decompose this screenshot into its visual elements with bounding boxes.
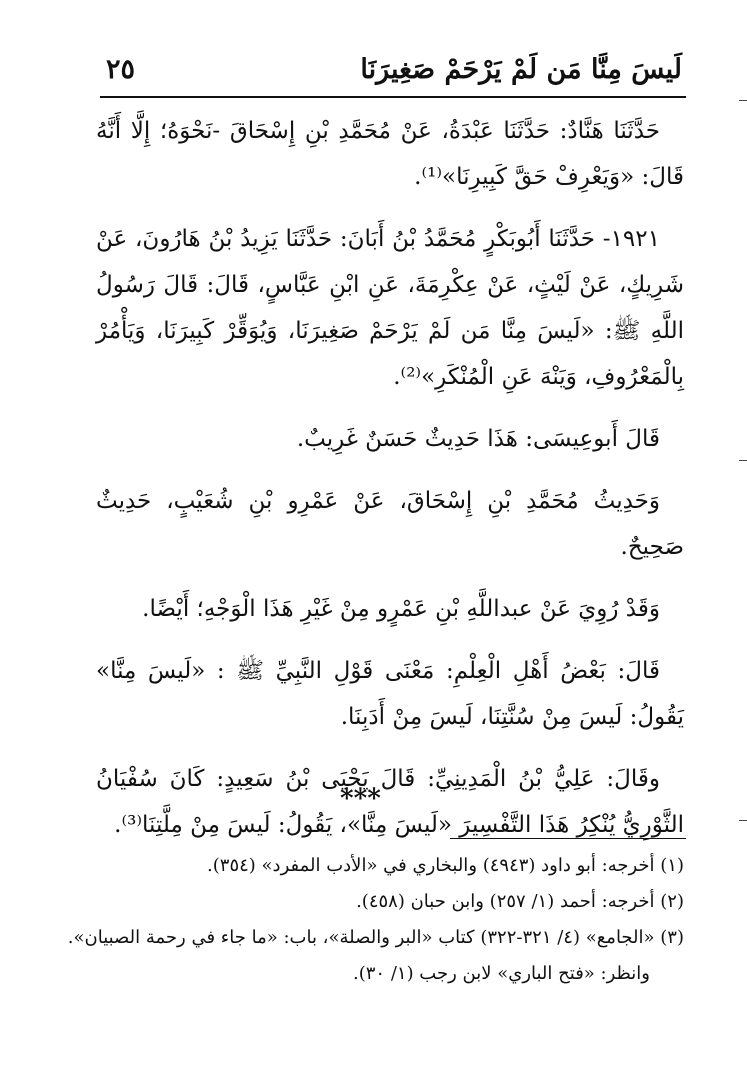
section-separator: *** xyxy=(340,784,381,814)
running-title: لَيسَ مِنَّا مَن لَمْ يَرْحَمْ صَغِيرَنَا xyxy=(360,53,682,85)
footnotes xyxy=(67,848,684,992)
header-rule xyxy=(100,96,686,98)
footnote-3: (٣) «الجامع» (٤/ ٣٢١-٣٢٢) كتاب «البر والصلة»، باب: «ما جاء في رحمة الصبيان». xyxy=(67,927,684,948)
running-header xyxy=(100,44,682,94)
paragraph-7: وقَالَ: عَلِيُّ بْنُ الْمَدِينِيِّ: قَالَ يَحْيَى بْنُ سَعِيدٍ: كَانَ سُفْيَانُ الثَّوْرِيُّ يُنْكِرُ هَذَا التَّفْسِيرَ «لَيسَ مِنَّا»، يَقُولُ: لَيسَ مِنْ مِلَّتِنَا⁽³⁾. xyxy=(96,766,684,838)
footnote-rule xyxy=(450,838,686,839)
paragraph-3: قَالَ أَبوعِيسَى: هَذَا حَدِيثٌ حَسَنٌ غَرِيبٌ. xyxy=(296,426,660,452)
paragraph-6: قَالَ: بَعْضُ أَهْلِ الْعِلْمِ: مَعْنَى قَوْلِ النَّبِيِّ ﷺ : «لَيسَ مِنَّا» يَقُولُ: لَيسَ مِنْ سُنَّتِنَا، لَيسَ مِنْ أَدَبِنَا. xyxy=(96,658,684,730)
edge-mark xyxy=(739,820,747,821)
paragraph-5: وَقَدْ رُوِيَ عَنْ عبداللَّهِ بْنِ عَمْرٍو مِنْ غَيْرِ هَذَا الْوَجْهِ؛ أَيْضًا. xyxy=(142,596,660,622)
edge-mark xyxy=(739,100,747,101)
hadith-1921: ١٩٢١- حَدَّثَنَا أَبُوبَكْرٍ مُحَمَّدُ بْنُ أَبَانَ: حَدَّثَنَا يَزِيدُ بْنُ هَارُونَ، عَنْ شَرِيكٍ، عَنْ لَيْثٍ، عَنْ عِكْرِمَةَ، عَنِ ابْنِ عَبَّاسٍ، قَالَ: قَالَ رَسُولُ اللَّهِ ﷺ: «لَيسَ مِنَّا مَن لَمْ يَرْحَمْ صَغِيرَنَا، وَيُوَقِّرْ كَبِيرَنَا، وَيَأْمُرْ بِالْمَعْرُوفِ، وَيَنْهَ عَنِ الْمُنْكَرِ»⁽²⁾. xyxy=(96,226,684,390)
edge-mark xyxy=(739,460,747,461)
paragraph-4: وَحَدِيثُ مُحَمَّدِ بْنِ إِسْحَاقَ، عَنْ عَمْرِو بْنِ شُعَيْبٍ، حَدِيثٌ صَحِيحٌ. xyxy=(96,488,684,560)
main-text xyxy=(96,108,684,864)
paragraph-1: حَدَّثَنَا هَنَّادٌ: حَدَّثَنَا عَبْدَةُ، عَنْ مُحَمَّدِ بْنِ إِسْحَاقَ -نَحْوَهُ؛ إِلَّا أَنَّهُ قَالَ: «وَيَعْرِفْ حَقَّ كَبِيرِنَا»⁽¹⁾. xyxy=(96,118,684,190)
footnote-1: (١) أخرجه: أبو داود (٤٩٤٣) والبخاري في «الأدب المفرد» (٣٥٤). xyxy=(207,855,684,876)
footnote-2: (٢) أخرجه: أحمد (١/ ٢٥٧) وابن حبان (٤٥٨). xyxy=(356,891,684,912)
page-number: ٢٥ xyxy=(106,53,136,85)
footnote-3-continued: وانظر: «فتح الباري» لابن رجب (١/ ٣٠). xyxy=(353,963,650,984)
